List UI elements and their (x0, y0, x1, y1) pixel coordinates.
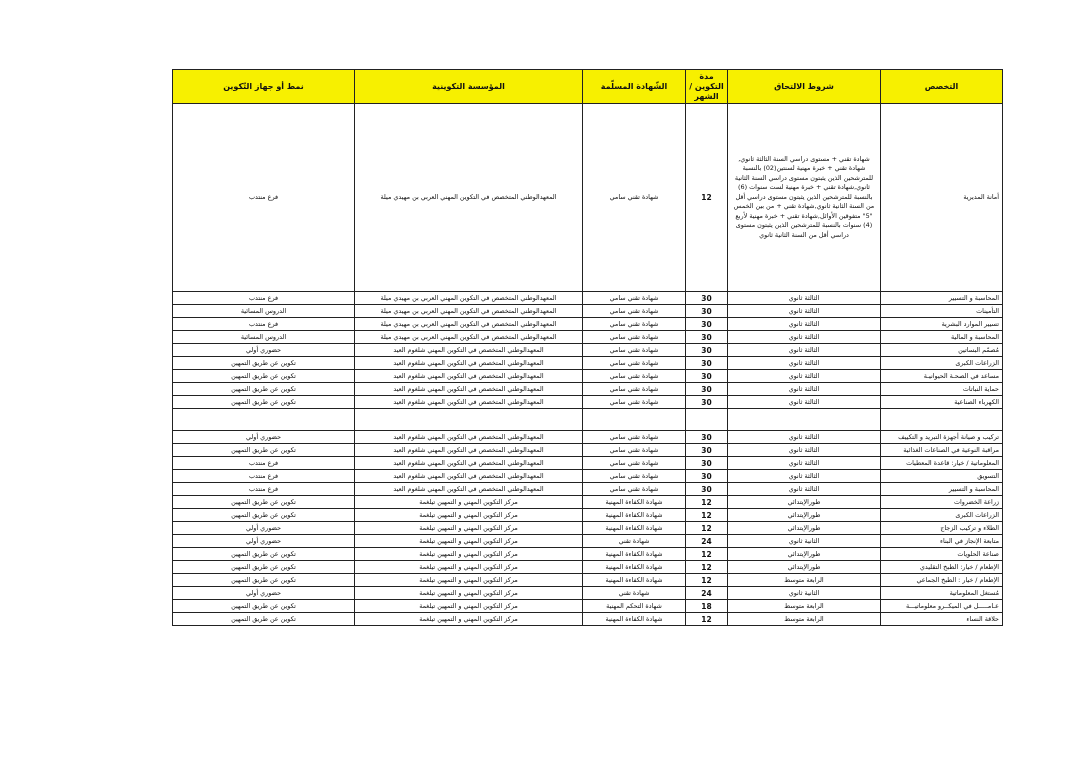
cell-speciality: الكهرباء الصناعية (881, 396, 1003, 409)
cell-mode: تكوين عن طريق التمهين (173, 613, 355, 626)
cell-speciality: صناعة الحلويات (881, 548, 1003, 561)
cell-institution: المعهدالوطني المتخصص في التكوين المهني شلغوم العيد (355, 457, 583, 470)
cell-certificate: شهادة تقني سامي (583, 331, 686, 344)
cell-mode: تكوين عن طريق التمهين (173, 496, 355, 509)
cell-duration: 18 (686, 600, 728, 613)
table-row (173, 574, 1003, 587)
cell-duration: 30 (686, 396, 728, 409)
cell-duration: 12 (686, 104, 728, 292)
cell-certificate: شهادة تقني سامي (583, 104, 686, 292)
table-row (173, 318, 1003, 331)
cell-conditions: طورالإبتدائي (728, 561, 881, 574)
cell-certificate: شهادة تقني سامي (583, 318, 686, 331)
cell-certificate: شهادة الكفاءة المهنية (583, 574, 686, 587)
cell-speciality: الإطعام / خيار: الطبخ التقليدي (881, 561, 1003, 574)
cell-duration: 30 (686, 383, 728, 396)
cell-conditions: الثالثة ثانوي (728, 470, 881, 483)
header-institution: المؤسسة التكوينية (355, 70, 583, 104)
cell-duration: 30 (686, 370, 728, 383)
cell-duration: 12 (686, 561, 728, 574)
cell-mode (173, 409, 355, 431)
table-row (173, 522, 1003, 535)
cell-duration: 30 (686, 483, 728, 496)
cell-speciality: مُصمّم البساتين (881, 344, 1003, 357)
cell-institution: مركز التكوين المهني و التمهين تيلغمة (355, 574, 583, 587)
cell-conditions: الثالثة ثانوي (728, 370, 881, 383)
cell-mode: تكوين عن طريق التمهين (173, 509, 355, 522)
cell-conditions: طورالإبتدائي (728, 548, 881, 561)
cell-certificate: شهادة تقني سامي (583, 383, 686, 396)
cell-institution: المعهدالوطني المتخصص في التكوين المهني العربي بن مهيدي ميلة (355, 292, 583, 305)
cell-mode: فرع منتدب (173, 318, 355, 331)
cell-duration: 30 (686, 344, 728, 357)
table-header-row (173, 70, 1003, 104)
cell-certificate: شهادة الكفاءة المهنية (583, 561, 686, 574)
cell-speciality: تسيير الموارد البشرية (881, 318, 1003, 331)
cell-speciality: مساعد في الصحـة الحيوانيـة (881, 370, 1003, 383)
table-row (173, 396, 1003, 409)
cell-speciality (881, 409, 1003, 431)
cell-mode: فرع منتدب (173, 470, 355, 483)
cell-institution: المعهدالوطني المتخصص في التكوين المهني العربي بن مهيدي ميلة (355, 318, 583, 331)
cell-mode: فرع منتدب (173, 104, 355, 292)
cell-conditions: طورالإبتدائي (728, 496, 881, 509)
cell-mode: تكوين عن طريق التمهين (173, 383, 355, 396)
cell-institution: مركز التكوين المهني و التمهين تيلغمة (355, 548, 583, 561)
cell-conditions: الثالثة ثانوي (728, 344, 881, 357)
cell-conditions: الثالثة ثانوي (728, 396, 881, 409)
cell-mode: تكوين عن طريق التمهين (173, 548, 355, 561)
cell-certificate: شهادة تقني سامي (583, 457, 686, 470)
header-conditions: شروط الالتحاق (728, 70, 881, 104)
cell-certificate: شهادة الكفاءة المهنية (583, 509, 686, 522)
cell-certificate: شهادة الكفاءة المهنية (583, 613, 686, 626)
cell-conditions: الثالثة ثانوي (728, 383, 881, 396)
cell-institution: المعهدالوطني المتخصص في التكوين المهني شلغوم العيد (355, 431, 583, 444)
cell-mode: حضوري أولي (173, 587, 355, 600)
cell-speciality: حماية النباتات (881, 383, 1003, 396)
cell-institution: مركز التكوين المهني و التمهين تيلغمة (355, 587, 583, 600)
table-row (173, 613, 1003, 626)
cell-duration: 24 (686, 587, 728, 600)
cell-mode: فرع منتدب (173, 457, 355, 470)
cell-duration: 30 (686, 331, 728, 344)
cell-mode: تكوين عن طريق التمهين (173, 574, 355, 587)
header-speciality: التخصص (881, 70, 1003, 104)
cell-mode: تكوين عن طريق التمهين (173, 357, 355, 370)
cell-certificate: شهادة تقني (583, 535, 686, 548)
header-mode: نمط أو جهاز التّكوين (173, 70, 355, 104)
table-row (173, 561, 1003, 574)
table-row (173, 457, 1003, 470)
table-row (173, 370, 1003, 383)
table-row (173, 509, 1003, 522)
cell-conditions: الرابعة متوسط (728, 600, 881, 613)
cell-institution (355, 409, 583, 431)
cell-duration: 12 (686, 509, 728, 522)
cell-certificate: شهادة تقني سامي (583, 470, 686, 483)
cell-certificate (583, 409, 686, 431)
cell-certificate: شهادة تقني سامي (583, 444, 686, 457)
cell-institution: مركز التكوين المهني و التمهين تيلغمة (355, 496, 583, 509)
cell-duration: 24 (686, 535, 728, 548)
cell-conditions: الثالثة ثانوي (728, 483, 881, 496)
cell-mode: تكوين عن طريق التمهين (173, 370, 355, 383)
cell-duration: 12 (686, 548, 728, 561)
cell-speciality: عـامـــــل في الميكــرو معلوماتيـــة (881, 600, 1003, 613)
cell-institution: المعهدالوطني المتخصص في التكوين المهني العربي بن مهيدي ميلة (355, 331, 583, 344)
cell-duration: 30 (686, 318, 728, 331)
cell-certificate: شهادة تقني (583, 587, 686, 600)
cell-conditions: طورالإبتدائي (728, 522, 881, 535)
cell-mode: تكوين عن طريق التمهين (173, 396, 355, 409)
cell-conditions: الثالثة ثانوي (728, 331, 881, 344)
cell-institution: المعهدالوطني المتخصص في التكوين المهني شلغوم العيد (355, 344, 583, 357)
cell-speciality: مُستغل المعلوماتية (881, 587, 1003, 600)
cell-certificate: شهادة تقني سامي (583, 483, 686, 496)
cell-certificate: شهادة التحكم المهنية (583, 600, 686, 613)
cell-certificate: شهادة تقني سامي (583, 357, 686, 370)
cell-speciality: الإطعام / خيار : الطبخ الجماعي (881, 574, 1003, 587)
cell-conditions (728, 409, 881, 431)
cell-speciality: تركيب و صيانة أجهزة التبريد و التكييف (881, 431, 1003, 444)
cell-duration: 12 (686, 522, 728, 535)
cell-mode: تكوين عن طريق التمهين (173, 444, 355, 457)
cell-speciality: التأمينات (881, 305, 1003, 318)
table-row (173, 444, 1003, 457)
table-row (173, 587, 1003, 600)
cell-mode: حضوري أولي (173, 535, 355, 548)
cell-institution: مركز التكوين المهني و التمهين تيلغمة (355, 535, 583, 548)
table-row (173, 470, 1003, 483)
training-offers-table (172, 69, 1003, 626)
cell-mode: حضوري أولي (173, 344, 355, 357)
cell-conditions: الثالثة ثانوي (728, 431, 881, 444)
cell-certificate: شهادة الكفاءة المهنية (583, 522, 686, 535)
cell-certificate: شهادة تقني سامي (583, 396, 686, 409)
cell-certificate: شهادة الكفاءة المهنية (583, 548, 686, 561)
cell-certificate: شهادة تقني سامي (583, 431, 686, 444)
cell-institution: مركز التكوين المهني و التمهين تيلغمة (355, 509, 583, 522)
cell-institution: المعهدالوطني المتخصص في التكوين المهني شلغوم العيد (355, 470, 583, 483)
cell-institution: مركز التكوين المهني و التمهين تيلغمة (355, 613, 583, 626)
cell-institution: المعهدالوطني المتخصص في التكوين المهني العربي بن مهيدي ميلة (355, 104, 583, 292)
table-row (173, 409, 1003, 431)
table-body (173, 104, 1003, 626)
cell-speciality: زراعة الخضروات (881, 496, 1003, 509)
cell-institution: المعهدالوطني المتخصص في التكوين المهني شلغوم العيد (355, 357, 583, 370)
table-row (173, 344, 1003, 357)
cell-certificate: شهادة تقني سامي (583, 292, 686, 305)
cell-speciality: الزراعات الكبرى (881, 509, 1003, 522)
cell-mode: حضوري أولي (173, 431, 355, 444)
table-row (173, 600, 1003, 613)
cell-institution: المعهدالوطني المتخصص في التكوين المهني شلغوم العيد (355, 370, 583, 383)
cell-mode: الدروس المسائية (173, 305, 355, 318)
cell-mode: الدروس المسائية (173, 331, 355, 344)
cell-conditions: الرابعة متوسط (728, 574, 881, 587)
cell-conditions: الثالثة ثانوي (728, 357, 881, 370)
cell-certificate: شهادة الكفاءة المهنية (583, 496, 686, 509)
cell-mode: فرع منتدب (173, 292, 355, 305)
cell-speciality: حلاقة النساء (881, 613, 1003, 626)
cell-conditions: الثالثة ثانوي (728, 457, 881, 470)
cell-duration: 30 (686, 457, 728, 470)
cell-mode: فرع منتدب (173, 483, 355, 496)
cell-duration (686, 409, 728, 431)
cell-institution: المعهدالوطني المتخصص في التكوين المهني شلغوم العيد (355, 444, 583, 457)
cell-speciality: الزراعات الكبرى (881, 357, 1003, 370)
cell-duration: 12 (686, 574, 728, 587)
cell-conditions: الثانية ثانوي (728, 587, 881, 600)
cell-speciality: المعلوماتية / خيار: قاعدة المعطيات (881, 457, 1003, 470)
cell-institution: المعهدالوطني المتخصص في التكوين المهني شلغوم العيد (355, 483, 583, 496)
cell-duration: 30 (686, 444, 728, 457)
cell-mode: تكوين عن طريق التمهين (173, 561, 355, 574)
table-row (173, 357, 1003, 370)
table-row (173, 292, 1003, 305)
cell-institution: مركز التكوين المهني و التمهين تيلغمة (355, 522, 583, 535)
table-row (173, 383, 1003, 396)
table-row (173, 535, 1003, 548)
cell-duration: 30 (686, 357, 728, 370)
cell-conditions: الثانية ثانوي (728, 535, 881, 548)
table-row (173, 483, 1003, 496)
cell-conditions: شهادة تقني + مستوى دراسي السنة الثالثة ثانوي, شهادة تقني + خبرة مهنية لسنتين(02) بالنسبة للمترشحين الذين يثبتون مستوى دراسي السنة الثانية ثانوي,شهادة تقني + خبرة مهنية لست سنوات (6) بالنسبة للمترشحين الذين يثبتون مستوى دراسي أقل من السنة الثانية ثانوي,شهادة تقني + من بين الخمس "5" متفوقين الأوائل,شهادة تقني + خبرة مهنية لأربع (4) سنوات بالنسبة للمترشحين الذين يثبتون مستوى دراسي أقل من السنة الثانية ثانوي (728, 104, 881, 292)
cell-speciality: المحاسبة و التسيير (881, 292, 1003, 305)
cell-mode: حضوري أولي (173, 522, 355, 535)
cell-certificate: شهادة تقني سامي (583, 305, 686, 318)
cell-duration: 30 (686, 305, 728, 318)
table-row (173, 496, 1003, 509)
cell-duration: 12 (686, 613, 728, 626)
cell-conditions: الثالثة ثانوي (728, 305, 881, 318)
cell-duration: 12 (686, 496, 728, 509)
cell-speciality: المحاسبة و المالية (881, 331, 1003, 344)
cell-certificate: شهادة تقني سامي (583, 370, 686, 383)
cell-conditions: الثالثة ثانوي (728, 292, 881, 305)
cell-speciality: التسويق (881, 470, 1003, 483)
cell-speciality: أمانة المديرية (881, 104, 1003, 292)
table-row (173, 331, 1003, 344)
cell-institution: المعهدالوطني المتخصص في التكوين المهني شلغوم العيد (355, 396, 583, 409)
header-duration: مدة التكوين /الشهر (686, 70, 728, 104)
cell-conditions: الثالثة ثانوي (728, 318, 881, 331)
header-certificate: الشّهادة المسلّمة (583, 70, 686, 104)
cell-certificate: شهادة تقني سامي (583, 344, 686, 357)
cell-institution: مركز التكوين المهني و التمهين تيلغمة (355, 600, 583, 613)
cell-speciality: متابعة الإنجاز في البناء (881, 535, 1003, 548)
table-row (173, 305, 1003, 318)
cell-conditions: طورالإبتدائي (728, 509, 881, 522)
table-row (173, 431, 1003, 444)
cell-speciality: الطلاء و تركيب الزجاج (881, 522, 1003, 535)
cell-speciality: مراقبة النوعية في الصناعات الغذائية (881, 444, 1003, 457)
cell-mode: تكوين عن طريق التمهين (173, 600, 355, 613)
cell-duration: 30 (686, 431, 728, 444)
cell-duration: 30 (686, 292, 728, 305)
cell-institution: مركز التكوين المهني و التمهين تيلغمة (355, 561, 583, 574)
cell-duration: 30 (686, 470, 728, 483)
table-row (173, 548, 1003, 561)
cell-conditions: الرابعة متوسط (728, 613, 881, 626)
cell-conditions: الثالثة ثانوي (728, 444, 881, 457)
cell-institution: المعهدالوطني المتخصص في التكوين المهني شلغوم العيد (355, 383, 583, 396)
cell-speciality: المحاسبة و التسيير (881, 483, 1003, 496)
table-row (173, 104, 1003, 292)
cell-institution: المعهدالوطني المتخصص في التكوين المهني العربي بن مهيدي ميلة (355, 305, 583, 318)
